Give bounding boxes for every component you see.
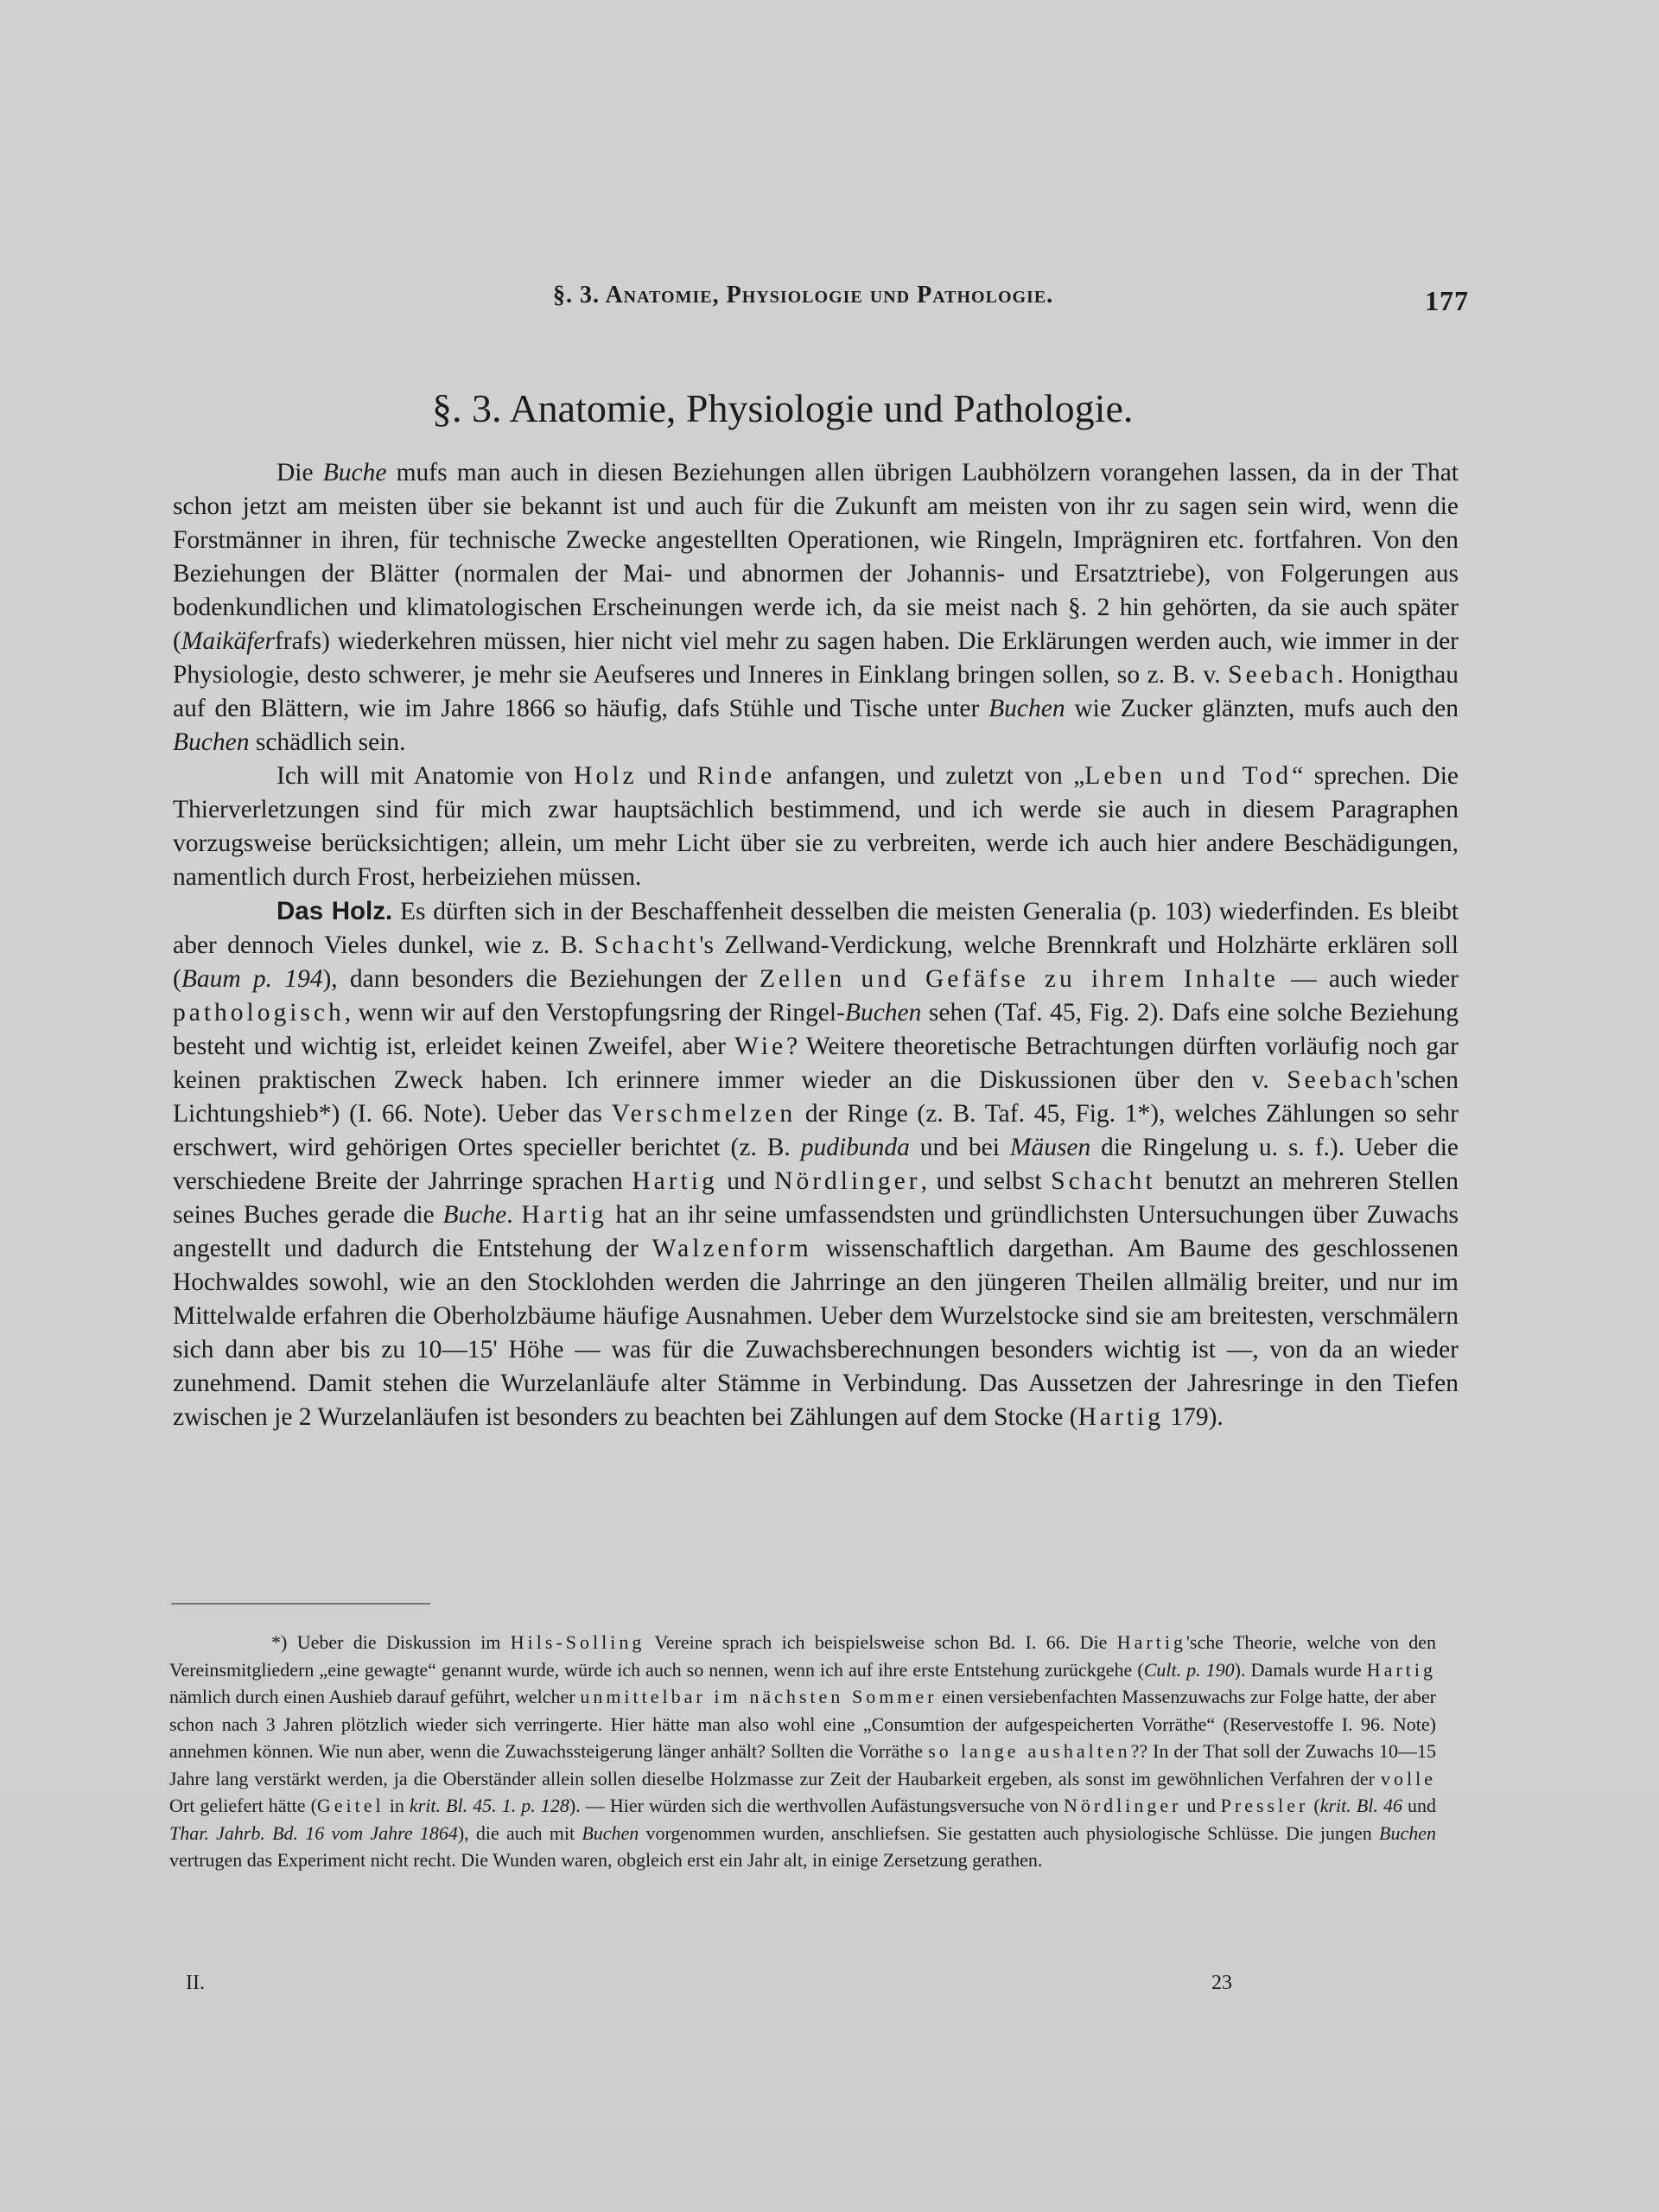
text-run: ). Damals wurde xyxy=(1234,1658,1367,1681)
text-run: Holz xyxy=(574,762,638,790)
text-run: Rinde xyxy=(696,762,776,790)
text-run: die Ringelung u. s. f.). Ueber die verschiedene Breite der Jahrringe sprachen xyxy=(173,1134,1459,1195)
text-run: Wie xyxy=(734,1033,787,1060)
text-run: . Honigthau auf den Blättern, wie im Jahre 1866 so häufig, dafs Stühle und Tische unter xyxy=(173,661,1459,722)
running-head-title: §. 3. Anatomie, Physiologie und Pathologie. xyxy=(553,282,1054,308)
text-run: und xyxy=(717,1167,775,1195)
text-run: anfangen, und zuletzt von „ xyxy=(775,762,1085,790)
text-run: Es dürften sich in der Beschaffenheit desselben die meisten Generalia (p. 103) wiederfinden. Es bleibt aber dennoch Vieles dunkel, wie z. B. xyxy=(173,898,1459,959)
text-run: pudibunda xyxy=(800,1134,910,1161)
section-heading: §. 3. Anatomie, Physiologie und Pathologie. xyxy=(432,386,1134,430)
text-run: Vereine sprach ich beispielsweise schon Bd. I. 66. Die xyxy=(645,1631,1117,1653)
text-run: Nördlinger xyxy=(774,1167,921,1195)
text-run: Ort geliefert hätte ( xyxy=(169,1795,317,1816)
page-number: 177 xyxy=(1425,285,1469,316)
text-run: Maikäfer xyxy=(181,627,275,655)
paragraph-das-holz xyxy=(173,894,1459,1434)
text-run: ), die auch mit xyxy=(457,1821,582,1844)
text-run: wissenschaftlich dargethan. Am Baume des geschlossenen Hochwaldes sowohl, wie an den Stocklohden werden die Jahrringe an den jüngeren Theilen allmälig breiter, und nur im Mittelwalde erfahren die Oberholzbäume häufige Ausnahmen. Ueber dem Wurzelstocke sind sie am breitesten, verschmälern sich dann aber bis zu 10—15' Höhe — was für die Zuwachsberechnungen besonders wichtig ist —, von da an wieder zunehmend. Damit stehen die Wurzelanläufe alter Stämme in Verbindung. Das Aussetzen der Jahresringe in den Tiefen zwischen je 2 Wurzelanläufen ist besonders zu beachten bei Zählungen auf dem Stocke ( xyxy=(173,1235,1459,1431)
text-run: Schacht xyxy=(594,931,700,959)
footnote-divider xyxy=(171,1603,430,1605)
text-run: Hils-Solling xyxy=(510,1631,645,1653)
text-run: Nördlinger xyxy=(1063,1795,1182,1816)
text-run: krit. Bl. 45. 1. p. 128 xyxy=(409,1795,569,1816)
text-run: so lange aushalten xyxy=(928,1740,1131,1762)
signature-volume: II. xyxy=(186,1972,205,1994)
text-run: ), dann besonders die Beziehungen der xyxy=(322,965,760,993)
text-run: und xyxy=(1402,1795,1437,1816)
text-run: Ich will mit Anatomie von xyxy=(276,762,575,790)
text-run: vertrugen das Experiment nicht recht. Die Wunden waren, obgleich erst ein Jahr alt, in einige Zersetzung gerathen. xyxy=(169,1849,1043,1871)
text-run: 'schen Lichtungshieb*) (I. 66. Note). Ueber das xyxy=(173,1066,1459,1128)
text-run: nämlich durch einen Aushieb darauf geführt, welcher xyxy=(169,1686,581,1707)
text-run: schädlich sein. xyxy=(249,728,406,756)
text-run: Hartig xyxy=(1116,1631,1186,1653)
text-run: einen versiebenfachten Massenzuwachs zur Folge hatte, der aber schon nach 3 Jahren plötzlich wieder sich verringerte. Hier hätte man also wohl eine „Consumtion der aufgespeicherten Vorräthe“ (Reservestoffe I. 96. Note) annehmen können. Wie nun aber, wenn die Zuwachssteigerung länger anhält? Sollten die Vorräthe xyxy=(169,1686,1436,1762)
text-run: Buchen xyxy=(844,999,922,1027)
text-run: Buche xyxy=(442,1201,507,1229)
running-head xyxy=(553,282,1469,320)
text-run: Seebach xyxy=(1228,661,1338,689)
text-run: , wenn wir auf den Verstopfungsring der Ringel- xyxy=(344,999,845,1027)
text-run: wie Zucker glänzten, mufs auch den xyxy=(1065,695,1459,722)
text-run: 179). xyxy=(1163,1403,1224,1431)
text-run: Buche xyxy=(322,459,387,486)
text-run: Mäusen xyxy=(1009,1134,1091,1161)
text-run: “ sprechen. Die Thierverletzungen sind für mich zwar hauptsächlich bestimmend, und ich werde sie auch in diesem Paragraphen vorzugsweise berücksichtigen; allein, um mehr Licht über sie zu verbreiten, werde ich auch hier andere Beschädigungen, namentlich durch Frost, herbeiziehen müssen. xyxy=(173,762,1459,891)
text-run: 's Zellwand-Verdickung, welche Brennkraft und Holzhärte erklären soll ( xyxy=(173,931,1459,993)
text-run: Schacht xyxy=(1051,1167,1156,1195)
text-run: Buchen xyxy=(988,695,1065,722)
text-run: 'sche Theorie, welche von den Vereinsmitgliedern „eine gewagte“ genannt wurde, würde ich auch so nennen, wenn ich auf ihre erste Entstehung zurückgehe ( xyxy=(169,1631,1437,1681)
text-run: Hartig xyxy=(1077,1403,1164,1431)
footnote-paragraph xyxy=(169,1629,1436,1874)
text-run: Baum p. 194 xyxy=(181,965,323,993)
body-text xyxy=(173,456,1459,1434)
text-run: ?? In der That soll der Zuwachs 10—15 Jahre lang verstärkt werden, ja die Oberständer allein sollen dieselbe Holzmasse zur Zeit der Haubarkeit ergeben, als sonst im gewöhnlichen Verfahren der xyxy=(169,1740,1436,1789)
text-run: ( xyxy=(1308,1795,1320,1816)
text-run: — auch wieder xyxy=(1278,965,1459,993)
footnote xyxy=(169,1629,1436,1874)
text-run: , und selbst xyxy=(920,1167,1052,1195)
text-run: Cult. p. 190 xyxy=(1143,1658,1235,1681)
text-run: Thar. Jahrb. Bd. 16 vom Jahre 1864 xyxy=(169,1821,458,1844)
text-run: Walzenform xyxy=(652,1235,812,1262)
text-run: sehen (Taf. 45, Fig. 2). Dafs eine solche Beziehung besteht und wichtig ist, erleidet keinen Zweifel, aber xyxy=(173,999,1459,1060)
text-run: Die xyxy=(276,459,323,486)
text-run: und xyxy=(637,762,697,790)
text-run: Geitel xyxy=(316,1795,385,1816)
text-run: der Ringe (z. B. Taf. 45, Fig. 1*), welches Zählungen so sehr erschwert, wird gehörigen Ortes specieller berichtet (z. B. xyxy=(173,1100,1459,1161)
text-run: mufs man auch in diesen Beziehungen allen übrigen Laubhölzern vorangehen lassen, da in der That schon jetzt am meisten über sie bekannt ist und auch für die Zukunft am meisten von ihr zu sagen sein wird, wenn die Forstmänner in ihren, für technische Zwecke angestellten Operationen, wie Ringeln, Imprägniren etc. fortfahren. Von den Beziehungen der Blätter (normalen der Mai- und abnormen der Johannis- und Ersatztriebe), von Folgerungen aus bodenkundlichen und klimatologischen Erscheinungen werde ich, da sie meist nach §. 2 hin gehörten, da sie auch später ( xyxy=(173,459,1459,655)
signature-sheet: 23 xyxy=(1211,1972,1232,1994)
text-run: Buchen xyxy=(1379,1821,1436,1844)
text-run: und bei xyxy=(909,1134,1010,1161)
paragraph-buche xyxy=(173,456,1459,760)
text-run: Hartig xyxy=(632,1167,718,1195)
paragraph-anatomie xyxy=(173,760,1459,894)
text-run: Buchen xyxy=(582,1821,639,1844)
text-run: . xyxy=(506,1201,522,1229)
text-run: Leben und Tod xyxy=(1084,762,1293,790)
text-run: ? Weitere theoretische Betrachtungen dürften vorläufig noch gar keinen praktischen Zweck haben. Ich erinnere immer wieder an die Diskussionen über den v. xyxy=(173,1033,1459,1094)
text-run: *) Ueber die Diskussion im xyxy=(271,1631,511,1653)
subheading-das-holz: Das Holz. xyxy=(276,897,393,925)
text-run: Seebach xyxy=(1287,1066,1396,1094)
text-run: frafs) wiederkehren müssen, hier nicht viel mehr zu sagen haben. Die Erklärungen werden auch, wie immer in der Physiologie, desto schwerer, je mehr sie Aeufseres und Inneres in Einklang bringen sollen, so z. B. v. xyxy=(173,627,1459,689)
text-run: benutzt an mehreren Stellen seines Buches gerade die xyxy=(173,1167,1459,1229)
text-run: unmittelbar im nächsten Sommer xyxy=(580,1686,938,1707)
text-run: Pressler xyxy=(1220,1795,1309,1816)
text-run: Zellen und Gefäfse zu ihrem Inhalte xyxy=(759,965,1279,993)
text-run: Verschmelzen xyxy=(611,1100,797,1128)
text-run: pathologisch xyxy=(173,999,345,1027)
text-run: ). — Hier würden sich die werthvollen Aufästungsversuche von xyxy=(569,1795,1064,1816)
text-run: Hartig xyxy=(521,1201,607,1229)
text-run: krit. Bl. 46 xyxy=(1319,1795,1402,1816)
text-run: hat an ihr seine umfassendsten und gründlichsten Untersuchungen über Zuwachs angestellt und dadurch die Entstehung der xyxy=(173,1201,1459,1262)
text-run: und xyxy=(1181,1795,1221,1816)
text-run: Hartig xyxy=(1366,1658,1436,1681)
text-run: volle xyxy=(1381,1767,1436,1789)
text-run: Buchen xyxy=(173,728,250,756)
text-run: vorgenommen wurden, anschliefsen. Sie gestatten auch physiologische Schlüsse. Die jungen xyxy=(639,1821,1380,1844)
text-run: in xyxy=(384,1795,410,1816)
